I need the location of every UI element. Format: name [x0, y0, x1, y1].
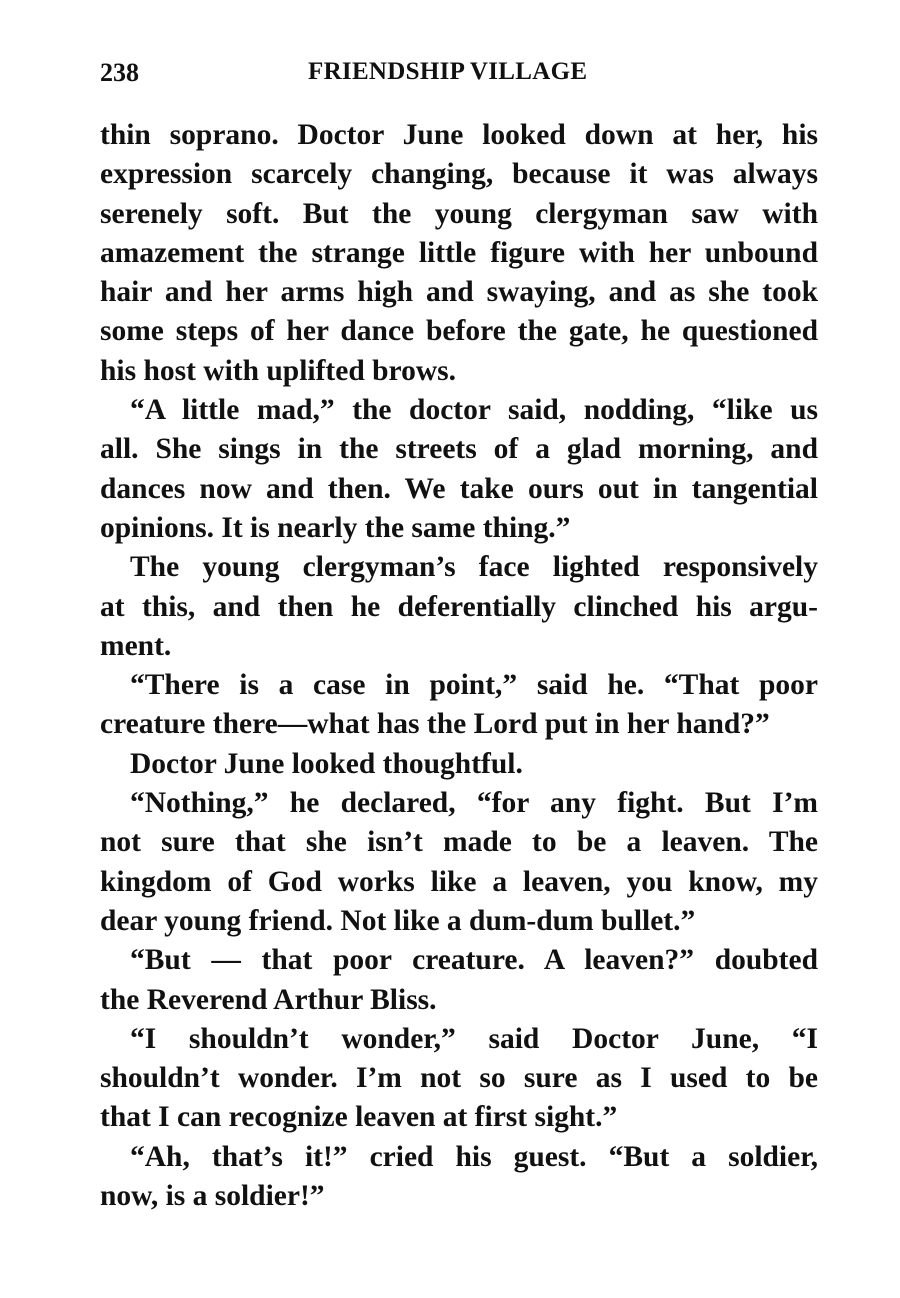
text-line: ment.	[100, 629, 172, 662]
text-line: “But — that poor creature. A leaven?” doubted	[130, 944, 818, 977]
text-line: amazement the strange little figure with her unbound	[100, 236, 818, 269]
text-line: The young clergyman’s face lighted responsively	[130, 551, 818, 584]
body-text	[100, 116, 818, 1216]
text-line: “There is a case in point,” said he. “That poor	[130, 669, 818, 702]
text-line: the Reverend Arthur Bliss.	[100, 983, 437, 1016]
text-line: “Nothing,” he declared, “for any fight. But I’m	[130, 787, 818, 820]
text-line: serenely soft. But the young clergyman saw with	[100, 197, 818, 230]
text-line: dear young friend. Not like a dum-dum bullet.”	[100, 904, 696, 937]
text-line: now, is a soldier!”	[100, 1180, 325, 1213]
text-line: kingdom of God works like a leaven, you know, my	[100, 865, 818, 898]
text-line: “A little mad,” the doctor said, nodding, “like us	[130, 394, 818, 427]
text-line: all. She sings in the streets of a glad morning, and	[100, 433, 818, 466]
text-line: shouldn’t wonder. I’m not so sure as I used to be	[100, 1062, 818, 1095]
text-line: “Ah, that’s it!” cried his guest. “But a soldier,	[130, 1140, 818, 1173]
text-line: Doctor June looked thoughtful.	[130, 747, 523, 780]
text-line: expression scarcely changing, because it was always	[100, 158, 818, 191]
text-line: that I can recognize leaven at first sight.”	[100, 1101, 618, 1134]
text-line: dances now and then. We take ours out in tangential	[100, 472, 818, 505]
running-head	[100, 58, 818, 92]
text-line: creature there—what has the Lord put in her hand?”	[100, 708, 770, 741]
text-line: “I shouldn’t wonder,” said Doctor June, “I	[130, 1022, 818, 1055]
running-title: FRIENDSHIP VILLAGE	[308, 58, 588, 85]
text-line: opinions. It is nearly the same thing.”	[100, 511, 571, 544]
text-line: not sure that she isn’t made to be a leaven. The	[100, 826, 818, 859]
text-line: his host with uplifted brows.	[100, 354, 457, 387]
page-number: 238	[100, 58, 139, 87]
text-line: some steps of her dance before the gate, he questioned	[100, 315, 818, 348]
text-line: hair and her arms high and swaying, and as she took	[100, 276, 818, 309]
text-line: thin soprano. Doctor June looked down at her, his	[100, 119, 818, 151]
text-line: at this, and then he deferentially clinched his argu-	[100, 590, 818, 623]
